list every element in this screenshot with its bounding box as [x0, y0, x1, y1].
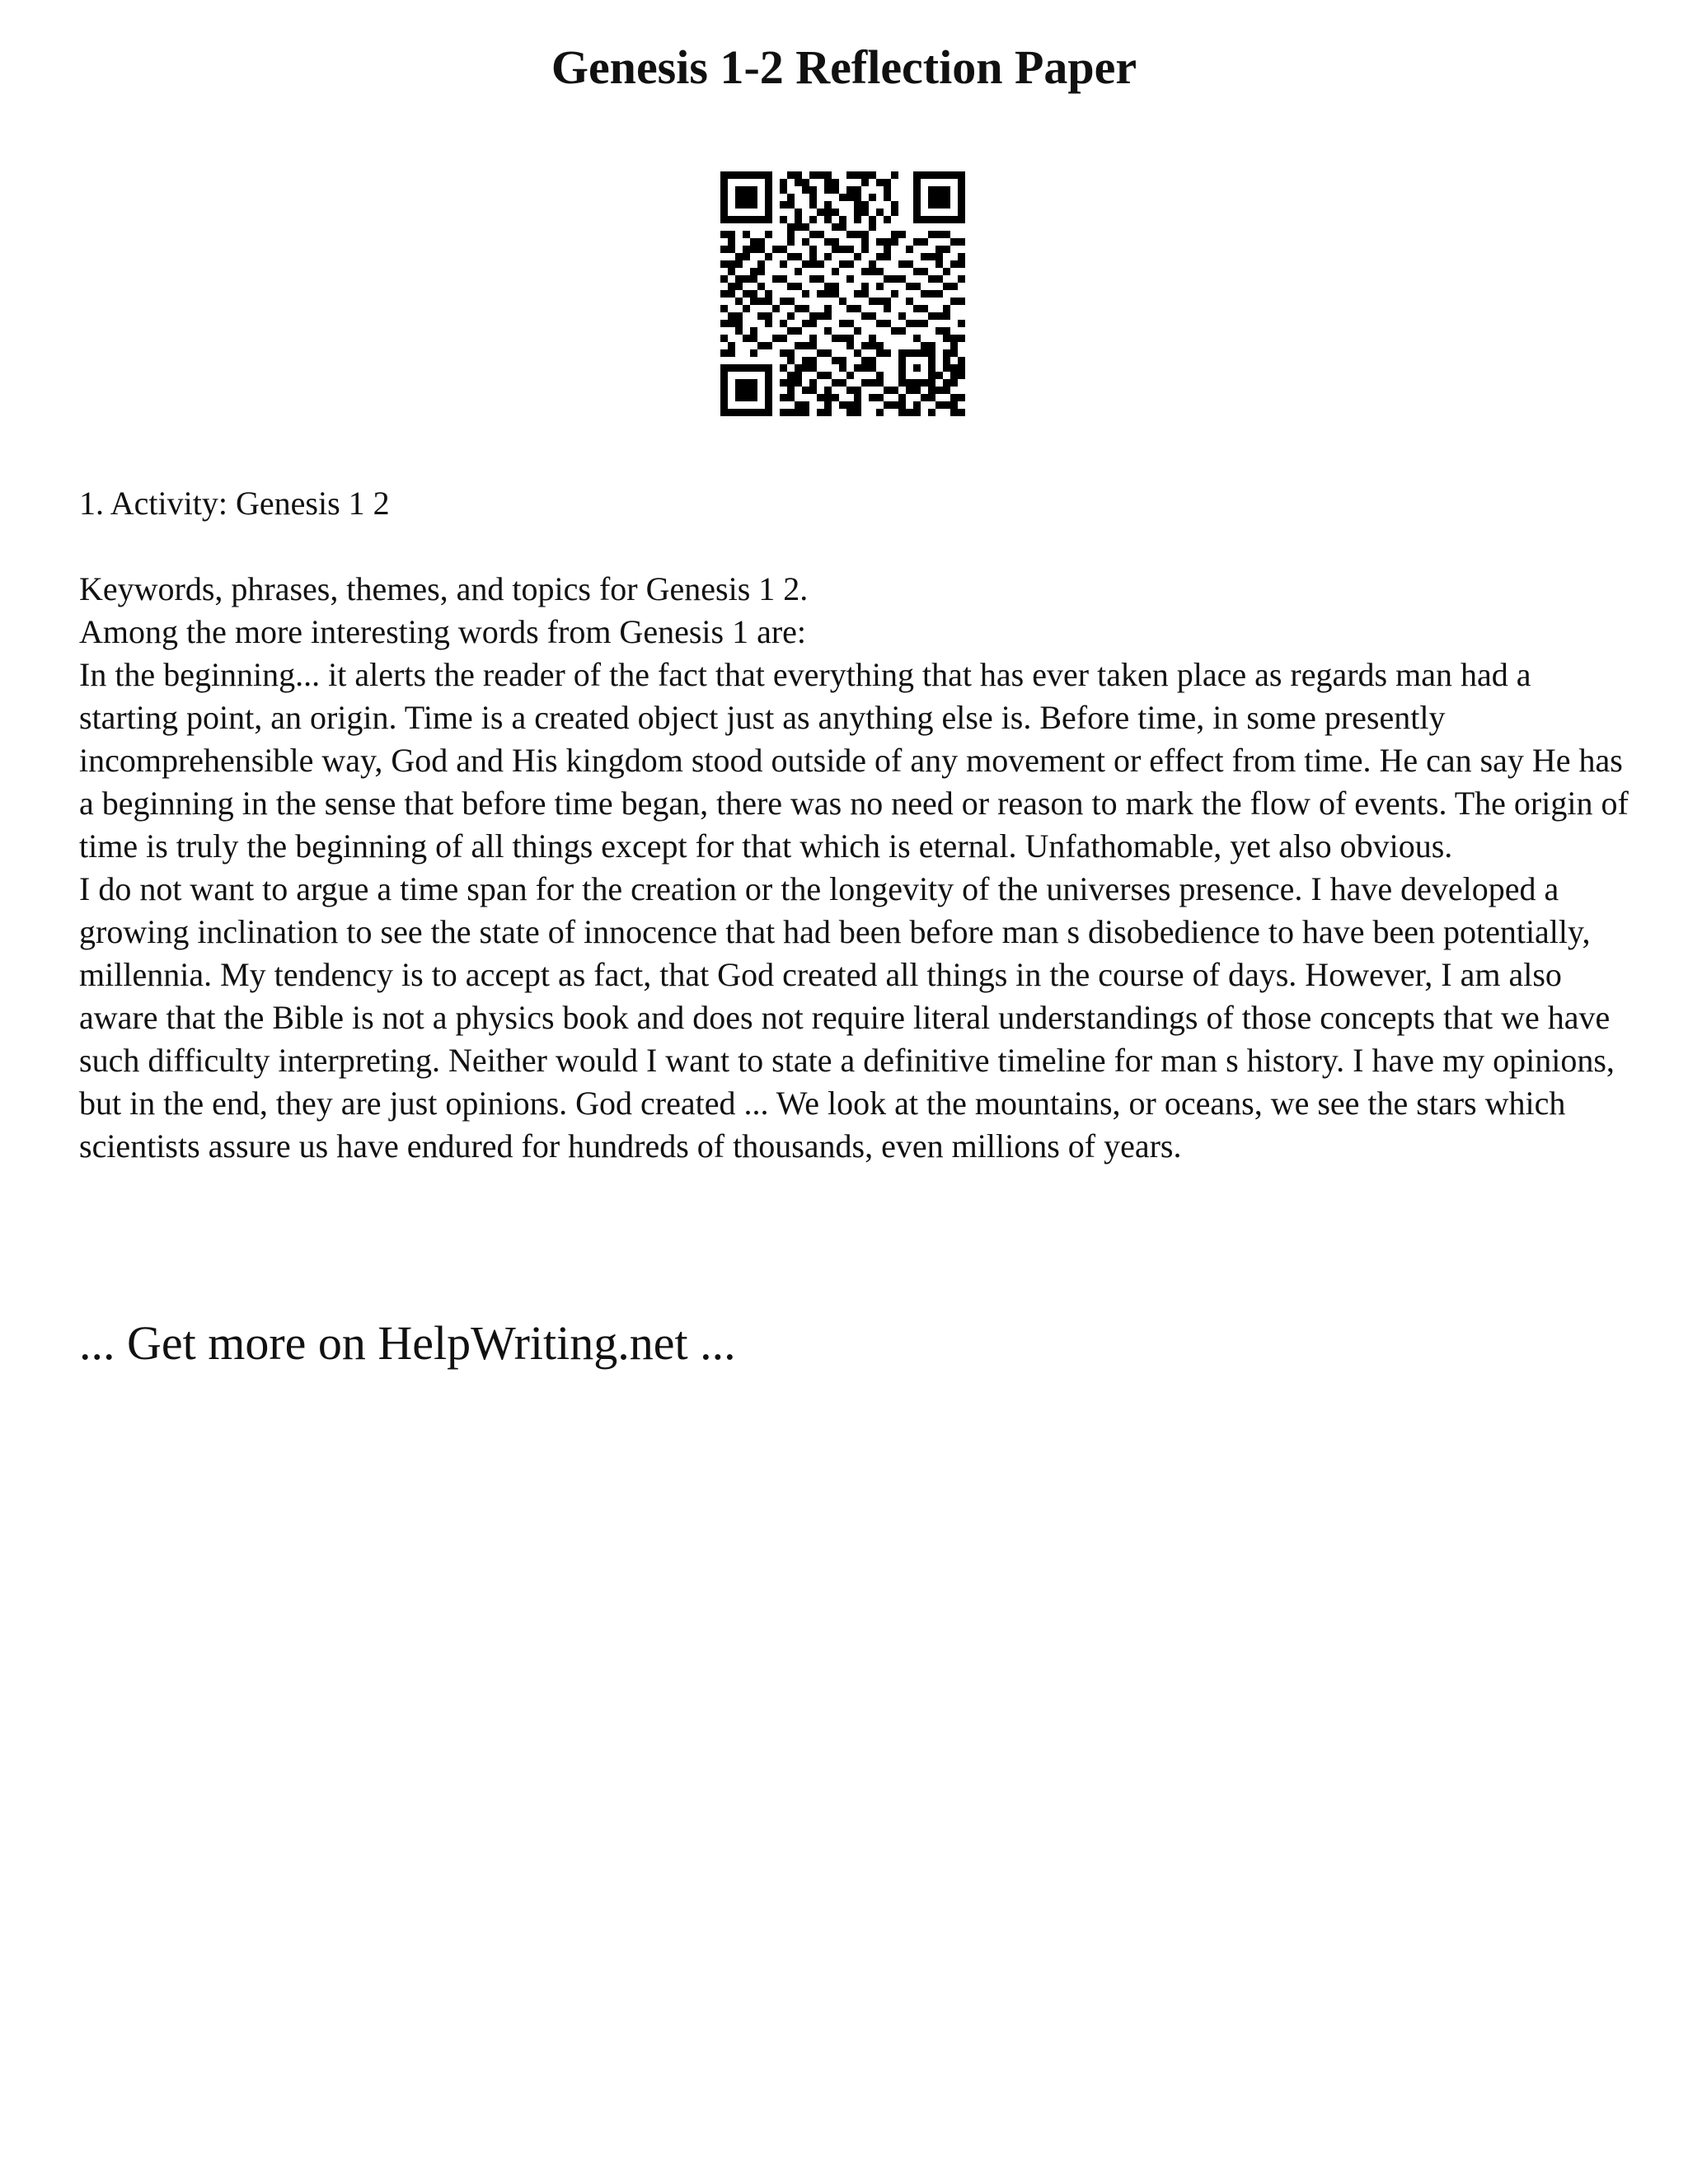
- get-more-link[interactable]: ... Get more on HelpWriting.net ...: [79, 1316, 736, 1370]
- document-body: [79, 482, 1629, 1168]
- page-title: Genesis 1-2 Reflection Paper: [551, 40, 1137, 94]
- paragraph-time-span: I do not want to argue a time span for the creation or the longevity of the universes presence. I have developed a growing inclination to see the state of innocence that had been before man s disobedience to have been potentially, millennia. My tendency is to accept as fact, that God created all things in the course of days. However, I am also aware that the Bible is not a physics book and does not require literal understandings of those concepts that we have such difficulty interpreting. Neither would I want to state a definitive timeline for man s history. I have my opinions, but in the end, they are just opinions. God created ... We look at the mountains, or oceans, we see the stars which scientists assure us have endured for hundreds of thousands, even millions of years.: [79, 870, 1615, 1165]
- qr-code-icon: [720, 171, 965, 416]
- paragraph-in-the-beginning: In the beginning... it alerts the reader of the fact that everything that has ever taken place as regards man had a starting point, an origin. Time is a created object just as anything else is. Before time, in some presently incomprehensible way, God and His kingdom stood outside of any movement or effect from time. He can say He has a beginning in the sense that before time began, there was no need or reason to mark the flow of events. The origin of time is truly the beginning of all things except for that which is eternal. Unfathomable, yet also obvious.: [79, 656, 1629, 865]
- paragraph-interesting-words: Among the more interesting words from Genesis 1 are:: [79, 613, 807, 650]
- paragraph-keywords: Keywords, phrases, themes, and topics for Genesis 1 2.: [79, 570, 809, 607]
- activity-line: 1. Activity: Genesis 1 2: [79, 485, 390, 522]
